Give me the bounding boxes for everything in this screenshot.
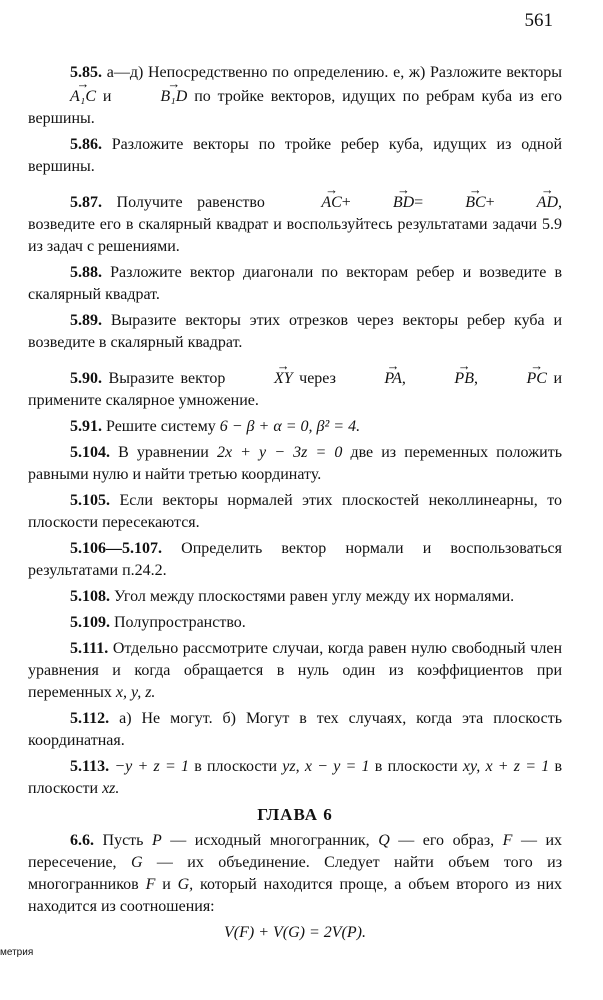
item-5-90: 5.90. Выразите вектор → XY через → PA, → PB, → PC и примените скалярное умножение. (28, 366, 562, 412)
vector-b1d: → B₁D (118, 84, 187, 106)
page-content (28, 62, 562, 944)
vector-bc: → BC (423, 190, 485, 212)
formula: 6 − β + α = 0, β² = 4. (219, 418, 361, 435)
item-text: Выразите вектор (108, 370, 226, 387)
page-number: 561 (524, 10, 553, 31)
item-text: в плоскости (194, 758, 278, 775)
vector-xy: → XY (232, 366, 293, 388)
item-5-111 (28, 638, 562, 704)
item-number: 5.91. (70, 418, 102, 435)
vector-ad: → AD (495, 190, 558, 212)
formula: x − y = 1 (304, 758, 370, 775)
vector-pc: → PC (484, 366, 546, 388)
item-number: 5.87. (70, 194, 102, 211)
item-text: в плоскости (28, 758, 563, 797)
item-text: Разложите векторы по тройке ребер куба, идущих из одной вершины. (28, 136, 563, 175)
var-p: P (151, 832, 162, 849)
item-text: в плоскости (374, 758, 458, 775)
item-text: — их пересечение, (28, 832, 563, 871)
item-text: через (299, 370, 336, 387)
vector-a1c: → A₁C (28, 84, 96, 106)
item-text: Разложите вектор диагонали по векторам ребер и возведите в скалярный квадрат. (28, 264, 563, 303)
var-q: Q (378, 832, 390, 849)
item-text: — исходный многогранник, (170, 832, 370, 849)
item-5-89 (28, 310, 562, 354)
item-text: а—д) Непосредственно по определению. е, ж) Разложите векторы (106, 64, 563, 81)
vector-pa: → PA (342, 366, 401, 388)
item-5-105 (28, 490, 562, 534)
item-text: Пусть (102, 832, 144, 849)
item-number: 5.108. (70, 588, 110, 605)
item-6-6 (28, 830, 562, 918)
item-number: 5.104. (70, 444, 110, 461)
item-text: а) Не могут. б) Могут в тех случаях, когда эта плоскость координатная. (28, 710, 563, 749)
plane-label: xy, (462, 758, 481, 775)
item-5-109 (28, 612, 562, 634)
item-text: Угол между плоскостями равен углу между их нормалями. (114, 588, 515, 605)
item-number: 5.105. (70, 492, 110, 509)
item-text: и (102, 88, 112, 105)
volume-formula: V(F) + V(G) = 2V(P). (224, 924, 366, 941)
item-5-86 (28, 134, 562, 178)
formula: x + z = 1 (485, 758, 550, 775)
item-text: и (162, 876, 171, 893)
item-text: В уравнении (118, 444, 209, 461)
item-5-113 (28, 756, 562, 800)
var-f: F (502, 832, 513, 849)
item-5-85 (28, 62, 562, 130)
item-number: 5.106—5.107. (70, 540, 162, 557)
item-5-91 (28, 416, 562, 438)
item-text: Решите систему (106, 418, 216, 435)
item-number: 6.6. (70, 832, 94, 849)
operator: + (485, 194, 495, 211)
item-text: и примените скалярное умножение. (28, 370, 563, 409)
formula: 2x + y − 3z = 0 (216, 444, 343, 461)
item-number: 5.88. (70, 264, 102, 281)
vector-pb: → PB (412, 366, 474, 388)
item-text: который находится проще, а объем второго из них находится из соотношения: (28, 876, 563, 915)
plane-label: xz. (102, 780, 120, 797)
item-text: , возведите его в скалярный квадрат и воспользуйтесь результатами задачи 5.9 из задач с решениями. (28, 194, 562, 255)
item-text: Полупространство. (114, 614, 246, 631)
item-5-104 (28, 442, 562, 486)
item-5-87 (28, 190, 562, 258)
var-g: G, (177, 876, 194, 893)
item-number: 5.90. (70, 370, 102, 387)
item-5-88 (28, 262, 562, 306)
item-text: по тройке векторов, идущих по ребрам куба из его вершины. (28, 88, 563, 127)
item-text: Выразите векторы этих отрезков через векторы ребер куба и возведите в скалярный квадрат. (28, 312, 563, 351)
item-text: Отдельно рассмотрите случаи, когда равен нулю свободный член уравнения и когда обращается в нуль один из коэффициентов при переменных (28, 640, 563, 701)
operator: = (414, 194, 424, 211)
item-5-108 (28, 586, 562, 608)
item-number: 5.89. (70, 312, 102, 329)
item-number: 5.113. (70, 758, 110, 775)
item-text: — его образ, (398, 832, 495, 849)
plane-label: yz, (282, 758, 300, 775)
operator: + (341, 194, 351, 211)
vector-ac: → AC (279, 190, 341, 212)
item-text: Определить вектор нормали и воспользоваться результатами п.24.2. (28, 540, 563, 579)
item-5-106-5-107 (28, 538, 562, 582)
item-text: Получите равенство (116, 194, 265, 211)
footer-text: метрия (0, 947, 34, 958)
formula: −y + z = 1 (114, 758, 189, 775)
item-text: — их объединение. Следует найти объем того из многогранников (28, 854, 563, 893)
item-number: 5.112. (70, 710, 110, 727)
item-5-112 (28, 708, 562, 752)
item-text: две из переменных положить равными нулю и найти третью координату. (28, 444, 563, 483)
item-number: 5.86. (70, 136, 102, 153)
var-f: F (145, 876, 156, 893)
item-text: Если векторы нормалей этих плоскостей неколлинеарны, то плоскости пересекаются. (28, 492, 563, 531)
chapter-title: ГЛАВА 6 (257, 805, 333, 824)
variables: x, y, z. (115, 684, 156, 701)
item-number: 5.85. (70, 64, 102, 81)
var-g: G (130, 854, 143, 871)
item-number: 5.109. (70, 614, 110, 631)
item-number: 5.111. (70, 640, 109, 657)
vector-bd: → BD (351, 190, 414, 212)
